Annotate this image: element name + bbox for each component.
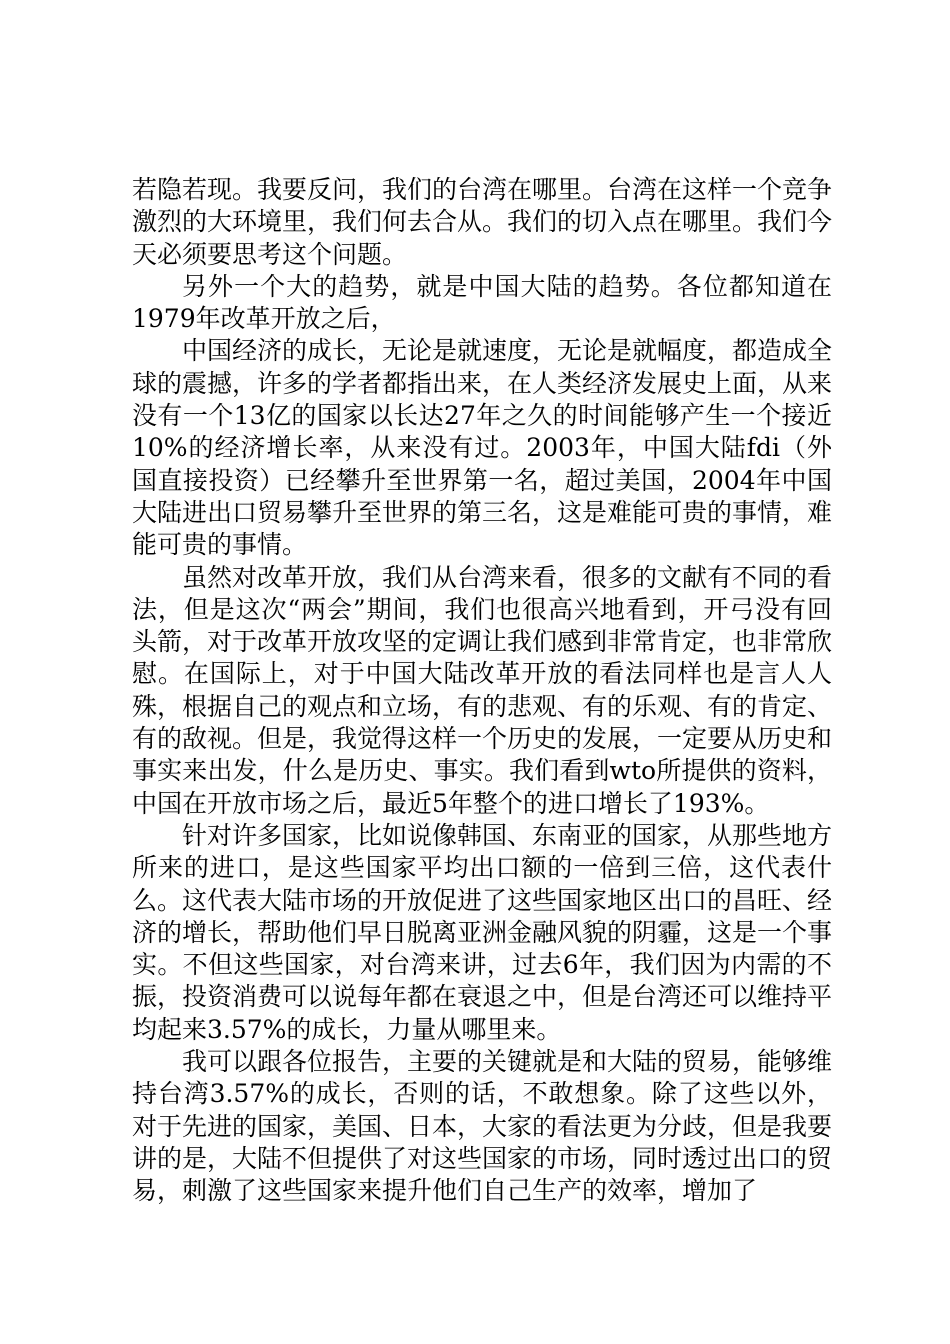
paragraph-6: 我可以跟各位报告，主要的关键就是和大陆的贸易，能够维持台湾3.57%的成长，否则的话，不敢想象。除了这些以外，对于先进的国家，美国、日本，大家的看法更为分歧，但是我要讲的是，大陆不但提供了对这些国家的市场，同时透过出口的贸易，刺激了这些国家来提升他们自己生产的效率，增加了 (132, 1047, 833, 1206)
paragraph-5: 针对许多国家，比如说像韩国、东南亚的国家，从那些地方所来的进口，是这些国家平均出口额的一倍到三倍，这代表什么。这代表大陆市场的开放促进了这些国家地区出口的昌旺、经济的增长，帮助他们早日脱离亚洲金融风貌的阴霾，这是一个事实。不但这些国家，对台湾来讲，过去6年，我们因为内需的不振，投资消费可以说每年都在衰退之中，但是台湾还可以维持平均起来3.57%的成长，力量从哪里来。 (132, 820, 833, 1044)
paragraph-1: 若隐若现。我要反问，我们的台湾在哪里。台湾在这样一个竞争激烈的大环境里，我们何去合从。我们的切入点在哪里。我们今天必须要思考这个问题。 (132, 175, 833, 269)
paragraph-2: 另外一个大的趋势，就是中国大陆的趋势。各位都知道在1979年改革开放之后， (132, 271, 832, 334)
paragraph-3: 中国经济的成长，无论是就速度，无论是就幅度，都造成全球的震撼，许多的学者都指出来，在人类经济发展史上面，从来没有一个13亿的国家以长达27年之久的时间能够产生一个接近10%的经济增长率，从来没有过。2003年，中国大陆fdi（外国直接投资）已经攀升至世界第一名，超过美国，2004年中国大陆进出口贸易攀升至世界的第三名，这是难能可贵的事情，难能可贵的事情。 (132, 336, 833, 560)
document-body (132, 174, 832, 1208)
paragraph-4: 虽然对改革开放，我们从台湾来看，很多的文献有不同的看法，但是这次“两会”期间，我们也很高兴地看到，开弓没有回头箭，对于改革开放攻坚的定调让我们感到非常肯定，也非常欣慰。在国际上，对于中国大陆改革开放的看法同样也是言人人殊，根据自己的观点和立场，有的悲观、有的乐观、有的肯定、有的敌视。但是，我觉得这样一个历史的发展，一定要从历史和事实来出发，什么是历史、事实。我们看到wto所提供的资料，中国在开放市场之后，最近5年整个的进口增长了193%。 (132, 562, 833, 818)
